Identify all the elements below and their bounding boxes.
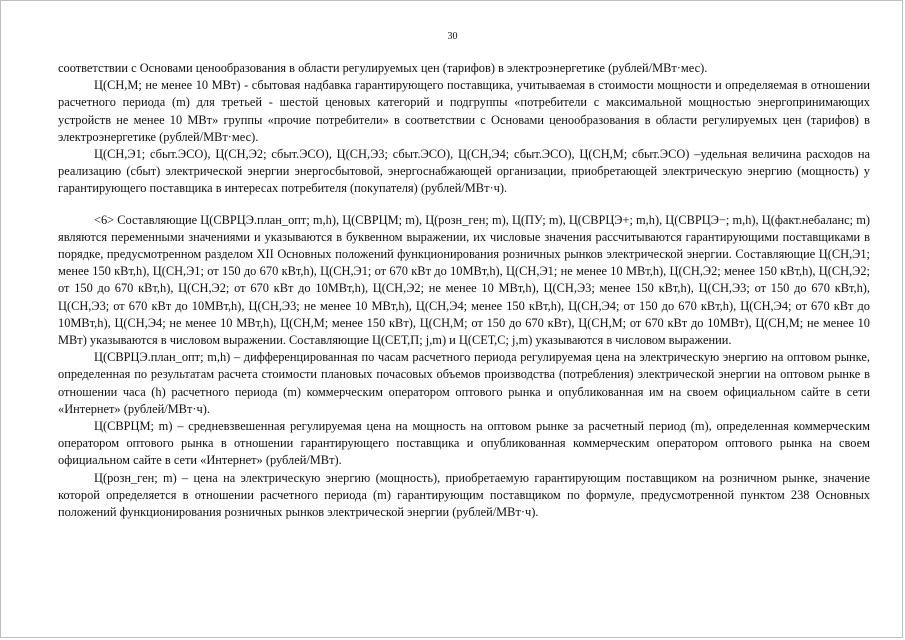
paragraph-svrcm: Ц(СВРЦМ; m) – средневзвешенная регулируемая цена на мощность на оптовом рынке за расчетный период (m), определенная коммерческим оператором оптового рынка в отношении гарантирующего поставщика и опубликованная коммерческим оператором оптового рынка на своем официальном сайте в сети «Интернет» (рублей/МВт). <box>58 419 870 468</box>
paragraph-2: Ц(СН,М; не менее 10 МВт) - сбытовая надбавка гарантирующего поставщика, учитываемая в стоимости мощности и определяемая в отношении расчетного периода (m) для третьей - шестой ценовых категорий и подгруппы «потребители с максимальной мощностью энергопринимающих устройств не менее 10 МВт» группы «прочие потребители» в соответствии с Основами ценообразования в области регулируемых цен (тарифов) в электроэнергетике (рублей/МВт·мес). <box>58 78 870 144</box>
page-number: 30 <box>447 31 458 42</box>
paragraph-1: соответствии с Основами ценообразования в области регулируемых цен (тарифов) в электроэнергетике (рублей/МВт·мес). <box>58 61 708 75</box>
paragraph-gap <box>58 198 870 212</box>
paragraph-note-6: <6> Составляющие Ц(СВРЦЭ.план_опт; m,h), Ц(СВРЦМ; m), Ц(розн_ген; m), Ц(ПУ; m), Ц(СВРЦЭ+; m,h), Ц(СВРЦЭ−; m,h), Ц(факт.небаланс; m) являются переменными значениями и указываются в буквенном выражении, их числовые значения рассчитываются гарантирующими поставщиками в порядке, предусмотренном разделом XII Основных положений функционирования розничных рынков электрической энергии. Составляющие Ц(СН,Э1; менее 150 кВт,h), Ц(СН,Э1; от 150 до 670 кВт,h), Ц(СН,Э1; от 670 кВт до 10МВт,h), Ц(СН,Э1; не менее 10 МВт,h), Ц(СН,Э2; менее 150 кВт,h), Ц(СН,Э2; от 150 до 670 кВт,h), Ц(СН,Э2; от 670 кВт до 10МВт,h), Ц(СН,Э2; не менее 10 МВт,h), Ц(СН,Э3; менее 150 кВт,h), Ц(СН,Э3; от 150 до 670 кВт,h), Ц(СН,Э3; от 670 кВт до 10МВт,h), Ц(СН,Э3; не менее 10 МВт,h), Ц(СН,Э4; менее 150 кВт,h), Ц(СН,Э4; от 150 до 670 кВт,h), Ц(СН,Э4; от 670 кВт до 10МВт,h), Ц(СН,Э4; не менее 10 МВт,h), Ц(СН,М; менее 150 кВт), Ц(СН,М; от 150 до 670 кВт), Ц(СН,М; от 670 кВт до 10МВт), Ц(СН,М; не менее 10 МВт) указываются в числовом выражении. Составляющие Ц(СЕТ,П; j,m) и Ц(СЕТ,С; j,m) указываются в числовом выражении. <box>58 212 870 348</box>
paragraph-svrce: Ц(СВРЦЭ.план_опт; m,h) – дифференцированная по часам расчетного периода регулируемая цена на электрическую энергию на оптовом рынке, определенная по результатам расчета стоимости плановых почасовых объемов производства (потребления) электрической энергии на оптовом рынке в отношении часа (h) расчетного периода (m) коммерческим оператором оптового рынка и опубликованная им на своем официальном сайте в сети «Интернет» (рублей/МВт·ч). <box>58 350 870 416</box>
paragraph-rozn-gen: Ц(розн_ген; m) – цена на электрическую энергию (мощность), приобретаемую гарантирующим поставщиком на розничном рынке, значение которой определяется в отношении расчетного периода (m) гарантирующим поставщиком по формуле, предусмотренной пунктом 238 Основных положений функционирования розничных рынков электрической энергии (рублей/МВт·ч). <box>58 470 870 520</box>
paragraph-3: Ц(СН,Э1; сбыт.ЭСО), Ц(СН,Э2; сбыт.ЭСО), Ц(СН,Э3; сбыт.ЭСО), Ц(СН,Э4; сбыт.ЭСО), Ц(СН,М; сбыт.ЭСО) –удельная величина расходов на реализацию (сбыт) электрической энергии энергосбытовой, энергоснабжающей организации, приобретающей электрическую энергию (мощность) у гарантирующего поставщика в интересах потребителя (покупателя) (рублей/МВт·ч). <box>58 147 870 196</box>
document-body <box>58 60 870 521</box>
